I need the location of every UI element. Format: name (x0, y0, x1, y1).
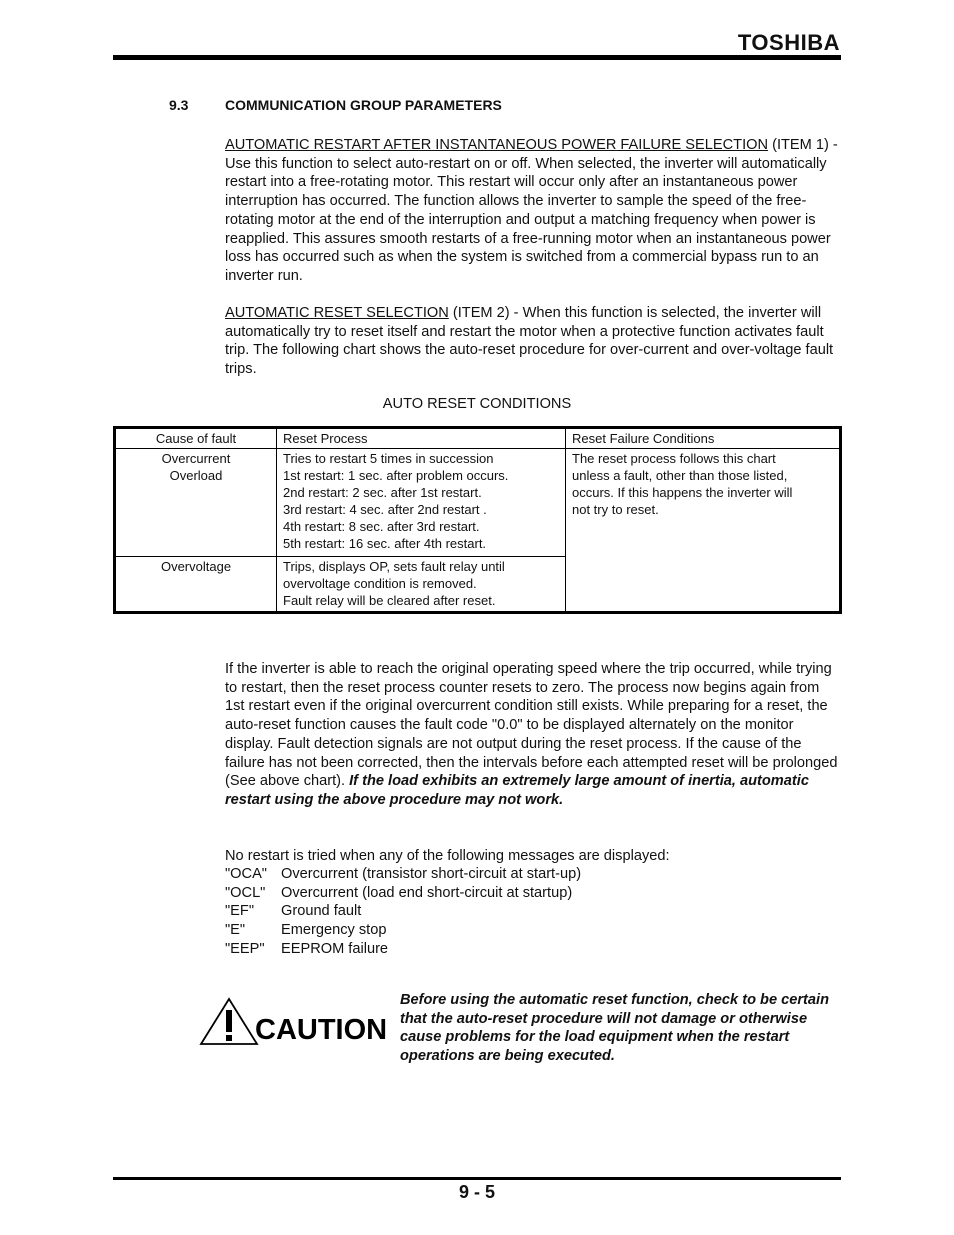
fault-description: Emergency stop (281, 922, 387, 939)
failure-line: not try to reset. (572, 502, 659, 518)
table-title: AUTO RESET CONDITIONS (382, 396, 572, 412)
process-line: 3rd restart: 4 sec. after 2nd restart . (283, 502, 487, 518)
no-restart-list (225, 865, 581, 959)
paragraph-auto-restart (225, 136, 841, 286)
list-item (225, 865, 581, 884)
table-header-process: Reset Process (277, 428, 566, 449)
footer-rule (113, 1177, 841, 1180)
cause-line: Overvoltage (160, 558, 232, 574)
page-number: 9 - 5 (458, 1182, 496, 1202)
table-cell-failure (566, 449, 841, 613)
fault-code: "OCL" (225, 884, 266, 901)
caution-text: Before using the automatic reset function, check to be certain that the auto-reset procedure will not damage or otherwise cause problems for the load equipment when the restart operations are being executed. (400, 992, 829, 1065)
table-row (115, 449, 841, 556)
fault-code: "OCA" (225, 866, 267, 882)
list-item (225, 940, 581, 959)
table-header-row (115, 428, 841, 449)
auto-restart-heading: AUTOMATIC RESTART AFTER INSTANTANEOUS POWER FAILURE SELECTION (225, 137, 769, 153)
process-line: 4th restart: 8 sec. after 3rd restart. (283, 519, 480, 535)
auto-reset-table (113, 426, 842, 614)
auto-restart-text: (ITEM 1) - Use this function to select auto-restart on or off. When selected, the inverter will automatically restart into a free-rotating motor. This restart will occur only after an instantaneous power interruption has occurred. The function allows the inverter to sample the speed of the free-rotating motor at the end of the interruption and output a matching frequency when power is reapplied. This assures smooth restarts of a free-running motor when an instantaneous power loss has occurred such as when the system is switched from a commercial bypass run to an inverter run. (225, 137, 838, 284)
fault-description: Overcurrent (transistor short-circuit at start-up) (281, 866, 582, 882)
inertia-warning-text: If the load exhibits an extremely large amount of inertia, automatic restart using the above procedure may not work. (225, 773, 809, 808)
fault-description: EEPROM failure (281, 940, 389, 957)
auto-reset-text: (ITEM 2) - When this function is selected, the inverter will automatically try to reset itself and restart the motor when a protective function activates fault trip. The following chart shows the auto-reset procedure for over-current and over-voltage fault trips. (225, 305, 834, 378)
table-cell-cause (115, 449, 277, 556)
process-line: overvoltage condition is removed. (283, 575, 477, 591)
process-line: Trips, displays OP, sets fault relay until (283, 558, 505, 574)
cause-line: Overload (169, 468, 223, 484)
process-line: 5th restart: 16 sec. after 4th restart. (283, 536, 487, 552)
warning-triangle-icon (199, 997, 389, 1047)
process-line: 2nd restart: 2 sec. after 1st restart. (283, 485, 482, 501)
paragraph-auto-reset (225, 304, 841, 379)
process-line: Fault relay will be cleared after reset. (283, 592, 496, 608)
table-cell-process (277, 449, 566, 556)
caution-label: CAUTION (255, 1014, 388, 1046)
header-rule (113, 55, 841, 60)
failure-line: occurs. If this happens the inverter will (572, 485, 793, 501)
list-item (225, 884, 581, 903)
auto-reset-heading: AUTOMATIC RESET SELECTION (225, 305, 449, 321)
cause-line: Overcurrent (161, 451, 231, 467)
table-cell-process (277, 556, 566, 612)
brand-logo: TOSHIBA (737, 30, 840, 55)
list-item (225, 921, 581, 940)
fault-code: "EEP" (225, 940, 265, 957)
failure-line: unless a fault, other than those listed, (572, 468, 788, 484)
fault-code: "E" (225, 922, 246, 939)
failure-line: The reset process follows this chart (572, 451, 776, 467)
section-title: COMMUNICATION GROUP PARAMETERS (225, 97, 502, 113)
section-number: 9.3 (169, 97, 189, 113)
table-header-failure: Reset Failure Conditions (566, 428, 841, 449)
table-cell-cause (115, 556, 277, 612)
table-header-cause: Cause of fault (115, 428, 277, 449)
reset-counter-text: If the inverter is able to reach the original operating speed where the trip occurred, while trying to restart, then the reset process counter resets to zero. The process now begins again from 1st restart even if the original overcurrent condition still exists. While preparing for a reset, the auto-reset function causes the fault code "0.0" to be displayed alternately on the monitor display. Fault detection signals are not output during the reset process. If the cause of the failure has not been corrected, then the intervals before each attempted reset will be prolonged (See above chart). (225, 661, 838, 790)
fault-description: Ground fault (281, 903, 362, 920)
caution-badge (199, 997, 389, 1047)
fault-description: Overcurrent (load end short-circuit at startup) (281, 884, 573, 901)
list-item (225, 902, 581, 921)
paragraph-reset-counter (225, 660, 841, 810)
process-line: 1st restart: 1 sec. after problem occurs. (283, 468, 509, 484)
process-line: Tries to restart 5 times in succession (283, 451, 494, 467)
fault-code: "EF" (225, 903, 255, 920)
no-restart-intro: No restart is tried when any of the following messages are displayed: (225, 848, 670, 864)
